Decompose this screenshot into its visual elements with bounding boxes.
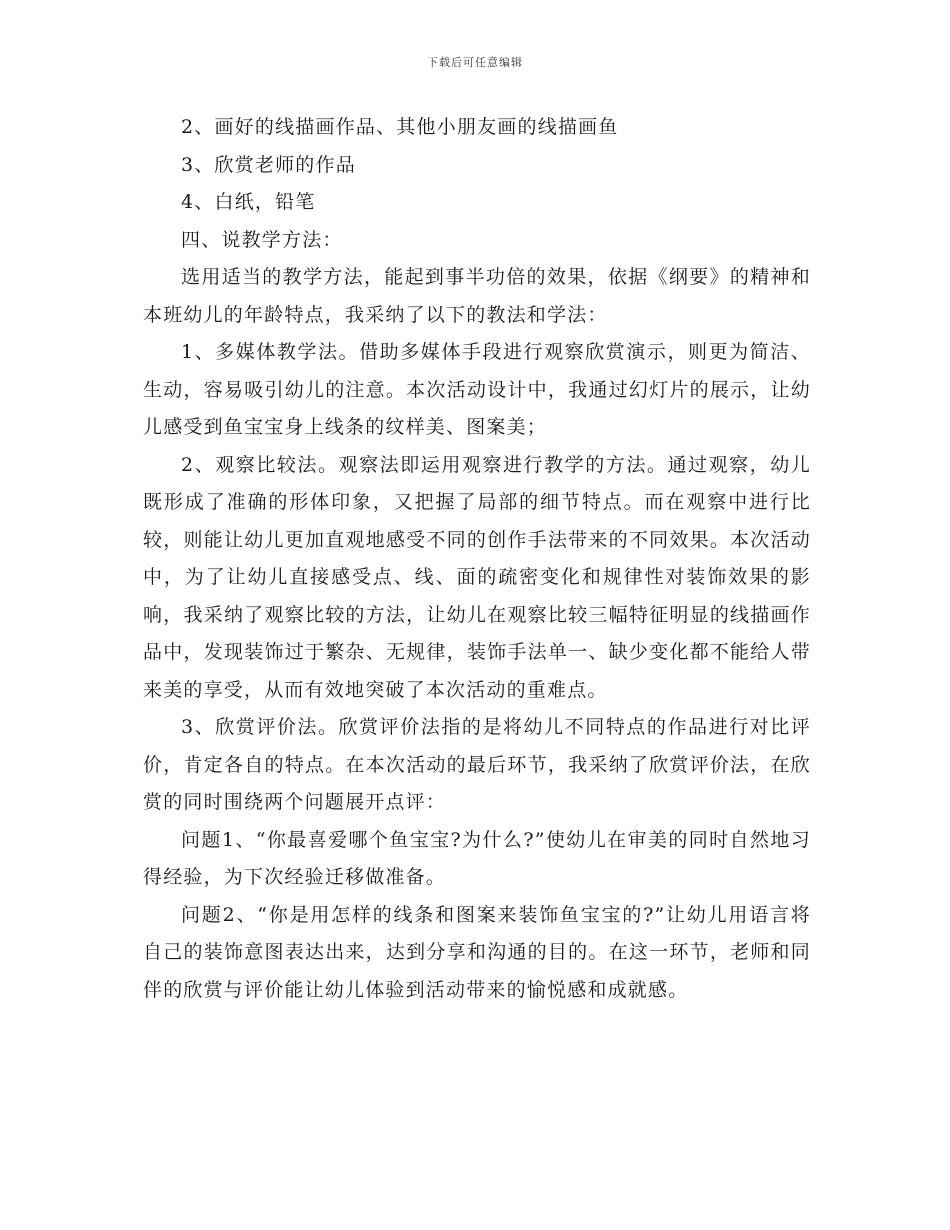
paragraph-question-2: 问题2、“你是用怎样的线条和图案来装饰鱼宝宝的?”让幼儿用语言将自己的装饰意图表达出来，达到分享和沟通的目的。在这一环节，老师和同伴的欣赏与评价能让幼儿体验到活动带来的愉悦感和成就感。 [143,903,811,1001]
list-item-materials-2: 2、画好的线描画作品、其他小朋友画的线描画鱼 [181,116,619,138]
paragraph-method-appreciation: 3、欣赏评价法。欣赏评价法指的是将幼儿不同特点的作品进行对比评价，肯定各自的特点。在本次活动的最后环节，我采纳了欣赏评价法，在欣赏的同时围绕两个问题展开点评： [143,716,811,813]
document-body [143,109,811,1009]
page-header: 下载后可任意编辑 [427,56,523,69]
paragraph-method-multimedia: 1、多媒体教学法。借助多媒体手段进行观察欣赏演示，则更为简洁、生动，容易吸引幼儿的注意。本次活动设计中，我通过幻灯片的展示，让幼儿感受到鱼宝宝身上线条的纹样美、图案美； [143,341,811,438]
list-item-materials-4: 4、白纸，铅笔 [181,191,316,213]
section-heading-teaching-methods: 四、说教学方法： [181,228,343,251]
list-item-materials-3: 3、欣赏老师的作品 [181,153,356,176]
paragraph-intro: 选用适当的教学方法，能起到事半功倍的效果，依据《纲要》的精神和本班幼儿的年龄特点，我采纳了以下的教法和学法： [143,266,811,326]
paragraph-method-observation: 2、观察比较法。观察法即运用观察进行教学的方法。通过观察，幼儿既形成了准确的形体印象，又把握了局部的细节特点。而在观察中进行比较，则能让幼儿更加直观地感受不同的创作手法带来的不同效果。本次活动中，为了让幼儿直接感受点、线、面的疏密变化和规律性对装饰效果的影响，我采纳了观察比较的方法，让幼儿在观察比较三幅特征明显的线描画作品中，发现装饰过于繁杂、无规律，装饰手法单一、缺少变化都不能给人带来美的享受，从而有效地突破了本次活动的重难点。 [143,453,811,701]
paragraph-question-1: 问题1、“你最喜爱哪个鱼宝宝?为什么?”使幼儿在审美的同时自然地习得经验，为下次经验迁移做准备。 [143,828,811,888]
